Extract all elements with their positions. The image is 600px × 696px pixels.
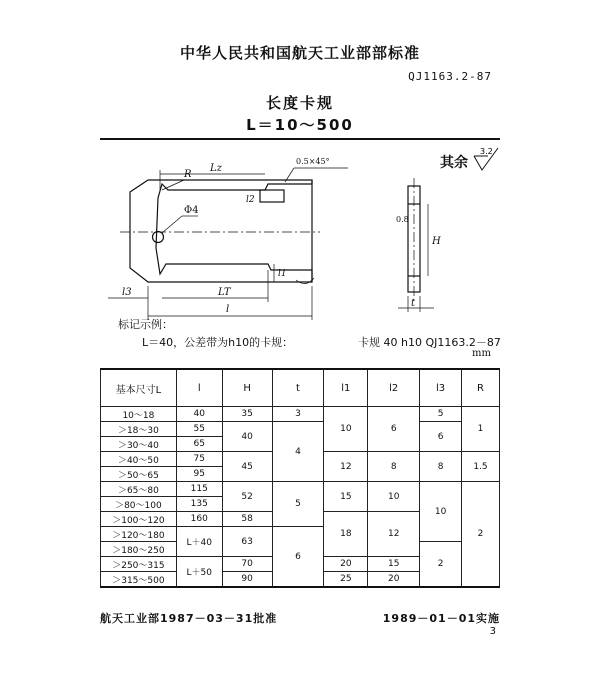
implementation-date: 1989－01－01实施: [382, 612, 500, 625]
col-header: l2: [368, 369, 420, 407]
dim-roughness-08: 0.8: [396, 215, 409, 224]
col-header: l: [176, 369, 222, 407]
document-title: 长度卡规: [265, 94, 334, 112]
cell-h: 58: [222, 512, 272, 527]
cell-r: 1.5: [462, 452, 500, 482]
cell-h: 45: [222, 452, 272, 482]
cell-l2: 12: [368, 512, 420, 557]
cell-l1: 15: [324, 482, 368, 512]
cell-l: 95: [176, 467, 222, 482]
cell-l2: 20: [368, 572, 420, 588]
dim-l1: l1: [278, 269, 287, 279]
cell-size: ＞18～30: [101, 422, 177, 437]
dim-chamfer: 0.5×45°: [296, 157, 330, 166]
cell-t: 5: [272, 482, 324, 527]
cell-r: 1: [462, 407, 500, 452]
cell-size: ＞100～120: [101, 512, 177, 527]
cell-l: 65: [176, 437, 222, 452]
cell-size: ＞80～100: [101, 497, 177, 512]
page-number: 3: [489, 626, 496, 637]
cell-size: ＞180～250: [101, 542, 177, 557]
cell-l1: 12: [324, 452, 368, 482]
cell-size: ＞40～50: [101, 452, 177, 467]
cell-l1: 25: [324, 572, 368, 588]
cell-l: 55: [176, 422, 222, 437]
roughness-value: 3.2: [480, 147, 493, 156]
cell-size: ＞50～65: [101, 467, 177, 482]
cell-l: 160: [176, 512, 222, 527]
dim-r: R: [184, 169, 192, 180]
dim-l: l: [226, 304, 230, 315]
cell-r: 2: [462, 482, 500, 588]
col-header: t: [272, 369, 324, 407]
cell-l: 75: [176, 452, 222, 467]
cell-l: L＋40: [176, 527, 222, 557]
approval-date: 航天工业部1987－03－31批准: [100, 612, 278, 625]
cell-h: 63: [222, 527, 272, 557]
cell-t: 6: [272, 527, 324, 588]
cell-l2: 15: [368, 557, 420, 572]
cell-size: ＞120～180: [101, 527, 177, 542]
cell-t: 4: [272, 422, 324, 482]
dim-lz: Lz: [210, 163, 222, 174]
cell-l1: 20: [324, 557, 368, 572]
cell-l1: 10: [324, 407, 368, 452]
table-row: [101, 407, 500, 422]
table-row: [101, 482, 500, 497]
marking-example-text: L＝40，公差带为h10的卡规：: [142, 336, 294, 349]
col-header: 基本尺寸L: [101, 369, 177, 407]
cell-l3: 8: [420, 452, 462, 482]
cell-l: L＋50: [176, 557, 222, 588]
cell-h: 40: [222, 422, 272, 452]
cell-size: ＞315～500: [101, 572, 177, 588]
dimension-table: [100, 368, 500, 588]
dim-l3: l3: [122, 287, 132, 298]
cell-l3: 5: [420, 407, 462, 422]
unit-label: mm: [472, 348, 491, 359]
dim-l2: l2: [246, 195, 255, 205]
cell-l3: 2: [420, 542, 462, 588]
cell-size: ＞250～315: [101, 557, 177, 572]
col-header: l3: [420, 369, 462, 407]
document-subtitle: L＝10～500: [246, 116, 354, 134]
cell-l: 115: [176, 482, 222, 497]
col-header: R: [462, 369, 500, 407]
table-header-row: [101, 369, 500, 407]
dim-lt: LT: [218, 287, 231, 298]
marking-example-code: 卡规 40 h10 QJ1163.2－87: [358, 336, 501, 349]
standard-organization: 中华人民共和国航天工业部部标准: [179, 44, 420, 62]
marking-example-label: 标记示例：: [118, 318, 173, 331]
standard-code: QJ1163.2-87: [408, 70, 492, 83]
dim-h: H: [432, 236, 441, 247]
cell-l3: 6: [420, 422, 462, 452]
cell-l2: 6: [368, 407, 420, 452]
cell-l2: 8: [368, 452, 420, 482]
cell-size: 10～18: [101, 407, 177, 422]
cell-l: 40: [176, 407, 222, 422]
cell-h: 90: [222, 572, 272, 588]
table-row: [101, 422, 500, 437]
dim-phi4: Φ4: [184, 205, 199, 216]
cell-t: 3: [272, 407, 324, 422]
cell-size: ＞30～40: [101, 437, 177, 452]
col-header: l1: [324, 369, 368, 407]
dim-t: t: [411, 298, 416, 309]
cell-l3: 10: [420, 482, 462, 542]
cell-l: 135: [176, 497, 222, 512]
cell-size: ＞65～80: [101, 482, 177, 497]
cell-h: 52: [222, 482, 272, 512]
col-header: H: [222, 369, 272, 407]
cell-h: 70: [222, 557, 272, 572]
header-rule: [100, 138, 500, 140]
cell-l2: 10: [368, 482, 420, 512]
gauge-drawing: [100, 150, 500, 330]
cell-l1: 18: [324, 512, 368, 557]
roughness-label: 其余: [440, 155, 468, 171]
cell-h: 35: [222, 407, 272, 422]
